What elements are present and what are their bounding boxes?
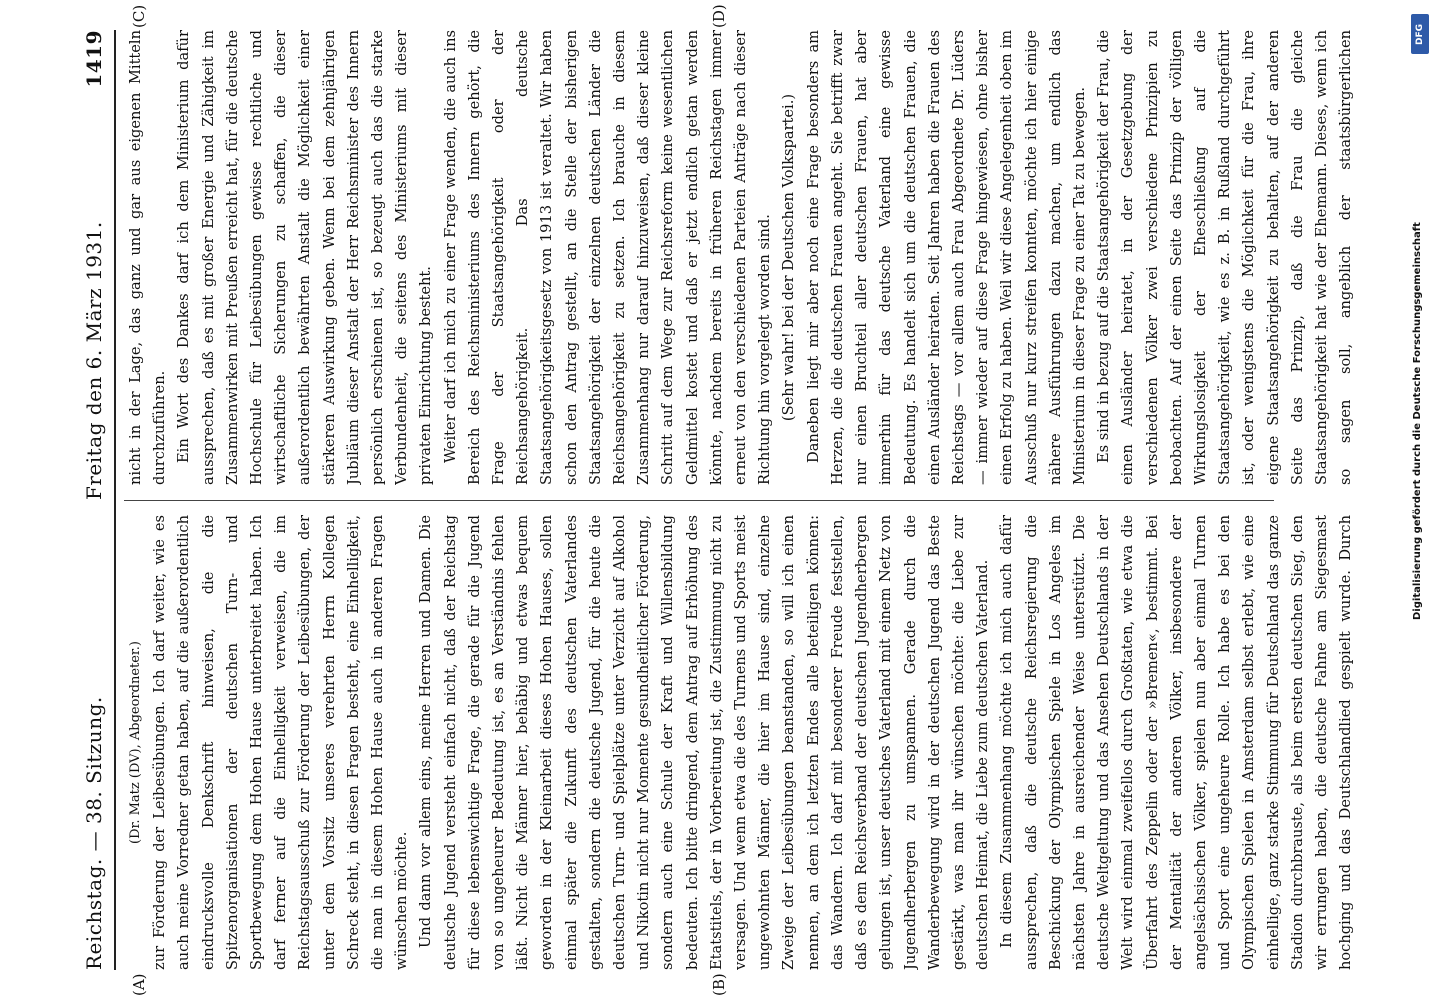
margin-mark-c: (C) <box>130 4 148 28</box>
margin-mark-a: (A) <box>130 973 148 996</box>
paragraph: Daneben liegt mir aber noch eine Frage besonders am Herzen, die die deutschen Frauen angeht. Sie betrifft zwar nur einen Bruchteil aller deutschen Frauen, hat aber immerhin für das deutsche Vaterland eine gewisse Bedeutung. Es handelt sich um die deutschen Frauen, die einen Ausländer heiraten. Seit Jahren haben die Frauen des Reichstags — vor allem auch Frau Abgeordnete Dr. Lüders — immer wieder auf diese Frage hingewiesen, ohne bisher einen Erfolg zu haben. Weil wir diese Angelegenheit oben im Ausschuß nur kurz streifen konnten, möchte ich hier einige nähere Ausführungen dazu machen, um endlich das Ministerium in dieser Frage zu einer Tat zu bewegen. <box>804 30 1088 485</box>
paragraph: nicht in der Lage, das ganz und gar aus eigenen Mitteln durchzuführen. <box>127 30 169 485</box>
right-column <box>124 30 1354 485</box>
paragraph: Ein Wort des Dankes darf ich dem Ministerium dafür aussprechen, daß es mit großer Energie und Zähigkeit im Zusammenwirken mit Preußen erreicht hat, für die deutsche Hochschule für Leibesübungen gewisse rechtliche und wirtschaftliche Sicherungen zu schaffen, die dieser außerordentlich bewährten Anstalt die Möglichkeit einer stärkeren Auswirkung geben. Wenn bei dem zehnjährigen Jubiläum dieser Anstalt der Herr Reichsminister des Innern persönlich erschienen ist, so bezeugt auch das die starke Verbundenheit, die seitens des Ministeriums mit dieser privaten Einrichtung besteht. <box>175 30 435 485</box>
digitization-sidebar <box>1408 8 1434 1000</box>
page-number: 1419 <box>82 30 106 88</box>
paragraph: Weiter darf ich mich zu einer Frage wenden, die auch ins Bereich des Reichsministeriums des Innern gehört, die Frage der Staatsangehörigkeit oder der Reichsangehörigkeit. Das deutsche Staatsangehörigkeitsgesetz von 1913 ist veraltet. Wir haben schon den Antrag gestellt, an die Stelle der bisherigen Staatsangehörigkeit der einzelnen deutschen Länder die Reichsangehörigkeit zu setzen. Ich brauche in diesem Zusammenhang nur darauf hinzuweisen, daß dieser kleine Schritt auf dem Wege zur Reichsreform keine wesentlichen Geldmittel kostet und daß er jetzt endlich getan werden könnte, nachdem bereits in früheren Reichstagen immer erneut von den verschiedenen Parteien Anträge nach dieser Richtung hin vorgelegt worden sind. <box>441 30 774 485</box>
interjection: (Sehr wahr! bei der Deutschen Volkspartei.) <box>780 93 798 422</box>
dfg-logo: DFG <box>1411 14 1429 54</box>
column-divider <box>124 500 1274 501</box>
margin-mark-d: (D) <box>710 4 728 28</box>
speaker-line: (Dr. Matz (DV), Abgeordneter.) <box>128 641 143 844</box>
document-page <box>70 0 1380 1000</box>
paragraph: Es sind in bezug auf die Staatsangehörigkeit der Frau, die einen Ausländer heiratet, in der Gesetzgebung der verschiedenen Völker zwei verschiedene Prinzipien zu beobachten. Auf der einen Seite das Prinzip der völligen Wirkungslosigkeit der Eheschließung auf die Staatsangehörigkeit, wie es z. B. in Rußland durchgeführt ist, oder wenigstens die Möglichkeit für die Frau, ihre eigene Staatsangehörigkeit zu behalten, auf der anderen Seite das Prinzip, daß die Frau die gleiche Staatsangehörigkeit hat wie der Ehemann. Dieses, wenn ich so sagen soll, angeblich der staatsbürgerlichen <box>1095 30 1354 485</box>
margin-mark-b: (B) <box>710 973 728 996</box>
paragraph: In diesem Zusammenhang möchte ich mich auch dafür aussprechen, daß die deutsche Reichsregierung die Beschickung der Olympischen Spiele in Los Angeles im nächsten Jahre in ausreichender Weise unterstützt. Die deutsche Weltgeltung und das Ansehen Deutschlands in der Welt wird einmal zweifellos durch Großtaten, wie etwa die Überfahrt des Zeppelin oder der »Bremen«, bestimmt. Bei der Mentalität der anderen Völker, insbesondere der angelsächsischen Völker, spielen nun aber einmal Turnen und Sport eine ungeheure Rolle. Ich habe es bei den Olympischen Spielen in Amsterdam selbst erlebt, wie eine einhellige, ganz starke Stimmung für Deutschland das ganze Stadion durchbrauste, als beim ersten deutschen Sieg, den wir errungen haben, die deutsche Fahne am Siegesmast hochging und das Deutschlandlied gespielt wurde. Durch <box>998 515 1354 970</box>
paragraph: zur Förderung der Leibesübungen. Ich darf weiter, wie es auch meine Vorredner getan haben, auf die außerordentlich eindrucksvolle Denkschrift hinweisen, die die Spitzenorganisationen der deutschen Turn- und Sportbewegung dem Hohen Hause unterbreitet haben. Ich darf ferner auf die Einhelligkeit verweisen, die im Reichstagsausschuß zur Förderung der Leibesübungen, der unter dem Vorsitz unseres verehrten Herrn Kollegen Schreck steht, in diesen Fragen besteht, eine Einhelligkeit, die man in diesem Hohen Hause auch in anderen Fragen wünschen möchte. <box>151 515 411 970</box>
digitization-credit: Digitalisierung gefördert durch die Deutsche Forschungsgemeinschaft <box>1412 222 1423 620</box>
header-session: Reichstag. — 38. Sitzung. <box>82 696 106 970</box>
left-column <box>124 515 1354 970</box>
header-date: Freitag den 6. März 1931. <box>82 221 106 500</box>
paragraph: Und dann vor allem eins, meine Herren und Damen. Die deutsche Jugend versteht einfach nicht, daß der Reichstag für diese lebenswichtige Frage, die gerade für die Jugend von so ungeheurer Bedeutung ist, es an Verständnis fehlen läßt. Nicht die Männer hier, behäbig und etwas bequem geworden in der Kleinarbeit dieses Hohen Hauses, sollen einmal später die Zukunft des deutschen Vaterlandes gestalten, sondern die deutsche Jugend, für die heute die deutschen Turn- und Spielplätze unter Verzicht auf Alkohol und Nikotin nicht nur Momente gesundheitlicher Förderung, sondern auch eine Schule der Kraft und Willensbildung bedeuten. Ich bitte dringend, dem Antrag auf Erhöhung des Etatstitels, der in Vorbereitung ist, die Zustimmung nicht zu versagen. Und wenn etwa die des Turnens und Sports meist ungewohnten Männer, die hier im Hause sind, einzelne Zweige der Leibesübungen beanstanden, so will ich einen nennen, an dem ich letzten Endes alle beteiligen können: das Wandern. Ich darf mit besonderer Freude feststellen, daß es dem Reichsverband der deutschen Jugendherbergen gelungen ist, unser deutsches Vaterland mit einem Netz von Jugendherbergen zu umspannen. Gerade durch die Wanderbewegung wird in der deutschen Jugend das Beste gestärkt, was man ihr wünschen möchte: die Liebe zur deutschen Heimat, die Liebe zum deutschen Vaterland. <box>417 515 992 970</box>
page-header <box>78 30 116 970</box>
